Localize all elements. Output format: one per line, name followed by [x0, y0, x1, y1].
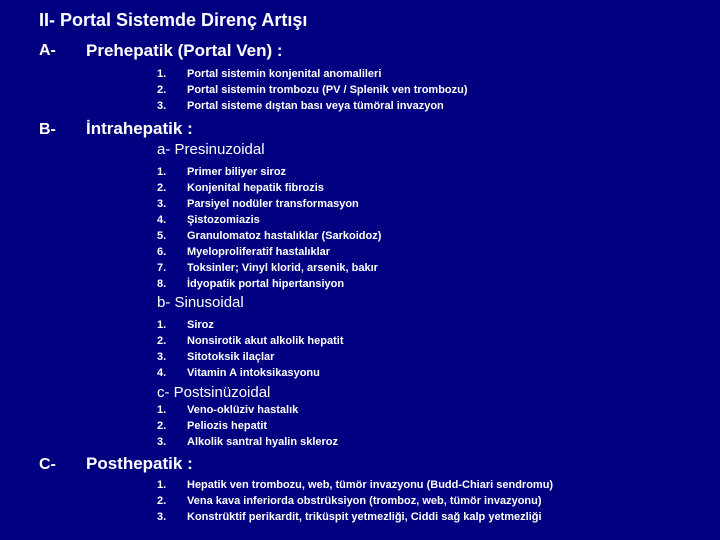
section-b-letter: B- — [39, 121, 56, 138]
subsection-presinusoidal-list — [157, 164, 381, 292]
list-item-number: 3. — [157, 351, 167, 363]
slide-title: II- Portal Sistemde Direnç Artışı — [39, 10, 308, 30]
list-item-number: 1. — [157, 319, 167, 331]
list-item-text: Sitotoksik ilaçlar — [187, 351, 275, 363]
list-item-number: 4. — [157, 367, 167, 379]
list-item-number: 2. — [157, 335, 167, 347]
list-item — [157, 244, 381, 260]
list-item-text: Alkolik santral hyalin skleroz — [187, 436, 339, 448]
list-item — [157, 493, 553, 509]
list-item — [157, 260, 381, 276]
list-item-number: 2. — [157, 495, 167, 507]
list-item-number: 1. — [157, 68, 167, 80]
list-item-number: 1. — [157, 404, 167, 416]
subsection-postsinusoidal-list — [157, 402, 338, 450]
list-item-text: Konjenital hepatik fibrozis — [187, 182, 324, 194]
list-item — [157, 82, 468, 98]
list-item — [157, 402, 338, 418]
list-item-text: Hepatik ven trombozu, web, tümör invazyonu (Budd-Chiari sendromu) — [187, 479, 554, 491]
list-item — [157, 349, 343, 365]
list-item — [157, 365, 343, 381]
list-item-number: 1. — [157, 479, 167, 491]
list-item-text: Portal sistemin trombozu (PV / Splenik ven trombozu) — [187, 84, 468, 96]
list-item-text: Vena kava inferiorda obstrüksiyon (tromboz, web, tümör invazyonu) — [187, 495, 542, 507]
list-item-text: Primer biliyer siroz — [187, 166, 287, 178]
section-c-heading: Posthepatik : — [86, 454, 193, 473]
section-c-letter: C- — [39, 456, 56, 473]
list-item-text: Konstrüktif perikardit, triküspit yetmezliği, Ciddi sağ kalp yetmezliği — [187, 511, 542, 523]
list-item-text: Veno-oklüziv hastalık — [187, 404, 299, 416]
list-item — [157, 196, 381, 212]
section-b-heading: İntrahepatik : — [86, 119, 193, 138]
list-item-text: Toksinler; Vinyl klorid, arsenik, bakır — [187, 262, 378, 274]
list-item-text: Şistozomiazis — [187, 214, 260, 226]
list-item-number: 2. — [157, 182, 167, 194]
subsection-sinusoidal-list — [157, 317, 343, 381]
list-item — [157, 434, 338, 450]
list-item — [157, 418, 338, 434]
list-item-text: Portal sistemin konjenital anomalileri — [187, 68, 382, 80]
list-item — [157, 98, 468, 114]
list-item-number: 4. — [157, 214, 167, 226]
list-item-text: Myeloproliferatif hastalıklar — [187, 246, 331, 258]
list-item — [157, 317, 343, 333]
list-item — [157, 477, 553, 493]
list-item-number: 5. — [157, 230, 167, 242]
subsection-sinusoidal-heading: b- Sinusoidal — [157, 294, 244, 311]
list-item-text: Parsiyel nodüler transformasyon — [187, 198, 359, 210]
section-c-list — [157, 477, 553, 525]
list-item-number: 3. — [157, 100, 167, 112]
list-item-number: 3. — [157, 198, 167, 210]
list-item-number: 8. — [157, 278, 167, 290]
list-item-number: 3. — [157, 436, 167, 448]
list-item — [157, 276, 381, 292]
list-item — [157, 509, 553, 525]
list-item-text: Vitamin A intoksikasyonu — [187, 367, 320, 379]
section-a-heading: Prehepatik (Portal Ven) : — [86, 41, 283, 60]
section-a-letter: A- — [39, 42, 56, 59]
list-item-text: Nonsirotik akut alkolik hepatit — [187, 335, 344, 347]
list-item-text: Peliozis hepatit — [187, 420, 268, 432]
list-item — [157, 333, 343, 349]
list-item-number: 3. — [157, 511, 167, 523]
list-item-text: Siroz — [187, 319, 214, 331]
list-item-number: 6. — [157, 246, 167, 258]
list-item-text: Granulomatoz hastalıklar (Sarkoidoz) — [187, 230, 382, 242]
list-item-text: İdyopatik portal hipertansiyon — [187, 278, 345, 290]
list-item-text: Portal sisteme dıştan bası veya tümöral invazyon — [187, 100, 444, 112]
list-item-number: 2. — [157, 84, 167, 96]
list-item-number: 2. — [157, 420, 167, 432]
list-item-number: 7. — [157, 262, 167, 274]
list-item — [157, 66, 468, 82]
subsection-presinusoidal-heading: a- Presinuzoidal — [157, 141, 265, 158]
list-item — [157, 180, 381, 196]
list-item — [157, 212, 381, 228]
list-item-number: 1. — [157, 166, 167, 178]
list-item — [157, 164, 381, 180]
subsection-postsinusoidal-heading: c- Postsinüzoidal — [157, 384, 271, 401]
list-item — [157, 228, 381, 244]
section-a-list — [157, 66, 468, 114]
